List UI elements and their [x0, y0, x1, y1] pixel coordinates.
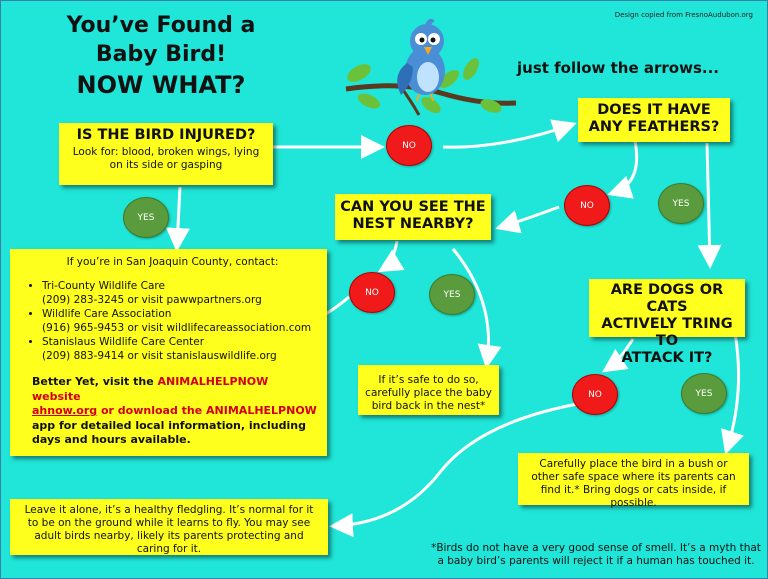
bird-on-branch-illustration	[341, 11, 521, 121]
wildlife-org-list	[28, 279, 317, 363]
question-nest-line1: CAN YOU SEE THE	[340, 199, 486, 215]
question-dogs-line1: ARE DOGS OR CATS	[610, 282, 724, 315]
animalhelpnow-app-link[interactable]: ANIMALHELPNOW	[206, 404, 317, 417]
title-line-3: NOW WHAT?	[76, 71, 246, 99]
org-detail: (209) 883-9414 or visit stanislauswildlife.org	[42, 350, 277, 362]
follow-arrows-text: just follow the arrows...	[517, 59, 719, 77]
question-injured	[59, 123, 273, 185]
question-feathers-line1: DOES IT HAVE	[597, 102, 711, 118]
ahnow-link[interactable]: ahnow.org	[32, 404, 98, 417]
question-injured-title: IS THE BIRD INJURED?	[76, 127, 256, 143]
yes-circle-nest: YES	[429, 274, 475, 315]
yes-circle-dogs: YES	[681, 373, 727, 414]
question-injured-desc: Look for: blood, broken wings, lying on its side or gasping	[72, 146, 260, 171]
question-dogs-line2: ACTIVELY TRING TO	[601, 316, 733, 349]
question-dogs-cats	[589, 279, 745, 366]
contact-wildlife-box	[10, 249, 327, 456]
better-text-3: app for detailed local information, including days and hours available.	[32, 418, 306, 446]
yes-circle-feathers: YES	[658, 183, 704, 224]
question-feathers	[578, 98, 730, 142]
footnote-text: *Birds do not have a very good sense of smell. It’s a myth that a baby bird’s parents will reject it if a human has touched it.	[431, 542, 761, 567]
org-name: • Wildlife Care Association	[42, 308, 172, 320]
title-line-2: Baby Bird!	[95, 42, 227, 67]
credit-text: Design copied from FresnoAudubon.org	[614, 11, 753, 19]
place-in-nest-box: If it’s safe to do so, carefully place the baby bird back in the nest*	[358, 365, 499, 415]
no-circle-feathers: NO	[564, 185, 610, 226]
no-circle-nest: NO	[349, 272, 395, 313]
question-dogs-line3: ATTACK IT?	[621, 350, 713, 366]
wildlife-org-item	[42, 307, 317, 335]
org-detail: (916) 965-9453 or visit wildlifecareassociation.com	[42, 322, 312, 334]
question-feathers-line2: ANY FEATHERS?	[588, 119, 720, 135]
org-name: • Stanislaus Wildlife Care Center	[42, 336, 205, 348]
better-text-2: or download the	[97, 404, 207, 417]
no-circle-injured: NO	[386, 125, 432, 166]
wildlife-org-item	[42, 279, 317, 307]
yes-circle-injured: YES	[123, 197, 169, 238]
wildlife-org-item	[42, 335, 317, 363]
question-nest-line2: NEST NEARBY?	[352, 216, 474, 232]
better-text-1: Better Yet, visit the	[32, 375, 158, 388]
place-in-bush-box: Carefully place the bird in a bush or other safe space where its parents can find it.* Bring dogs or cats inside, if possible.	[518, 453, 749, 505]
org-name: • Tri-County Wildlife Care	[42, 280, 165, 292]
contact-intro: If you’re in San Joaquin County, contact:	[66, 256, 279, 268]
better-yet-text	[28, 375, 317, 448]
question-nest	[335, 194, 491, 240]
no-circle-dogs: NO	[572, 374, 618, 415]
org-detail: (209) 283-3245 or visit pawwpartners.org	[42, 294, 262, 306]
title-line-1: You’ve Found a	[66, 13, 256, 38]
animalhelpnow-website-link[interactable]: ANIMALHELPNOW website	[32, 375, 269, 403]
healthy-fledgling-box: Leave it alone, it’s a healthy fledgling. It’s normal for it to be on the ground while it learns to fly. You may see adult birds nearby, likely its parents protecting and caring for it.	[10, 499, 328, 555]
